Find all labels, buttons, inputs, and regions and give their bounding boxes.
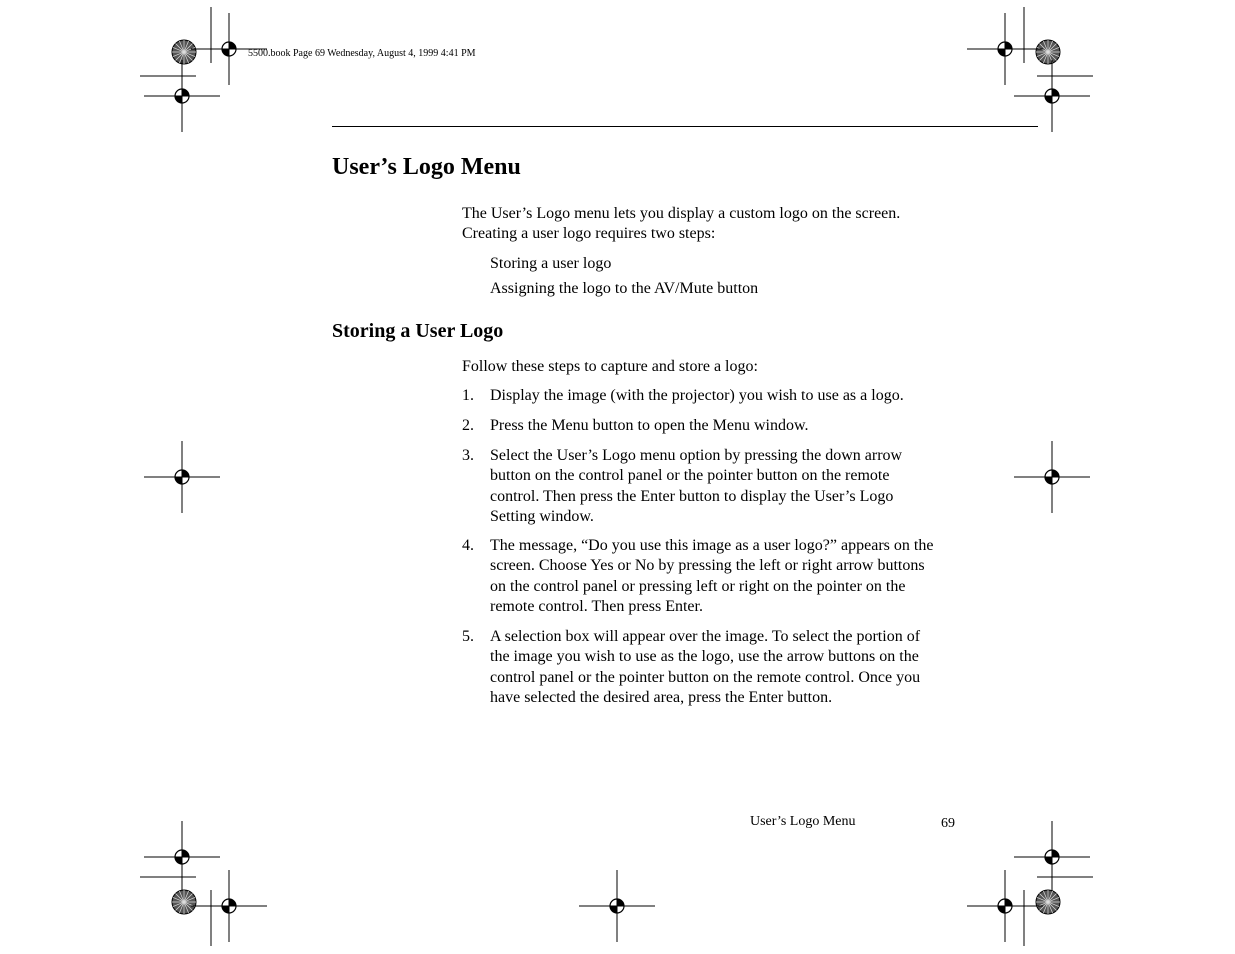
page-title: User’s Logo Menu [332, 154, 521, 180]
print-info-header: 5500.book Page 69 Wednesday, August 4, 1999 4:41 PM [248, 48, 476, 59]
step-text: Press the Menu button to open the Menu window. [490, 417, 809, 434]
crosshair-mark [967, 870, 1043, 942]
crosshair-mark [1014, 60, 1090, 132]
crosshair-mark [144, 60, 220, 132]
bullet-item: Storing a user logo [490, 255, 612, 272]
crosshair-mark [1014, 821, 1090, 893]
step-text: The message, “Do you use this image as a user logo?” appears on the screen. Choose Yes or No by pressing the left or right arrow buttons on the control panel or pressing left or right on the pointer on the remote control. Then press Enter. [490, 537, 934, 615]
crosshair-mark [191, 870, 267, 942]
step-text: A selection box will appear over the image. To select the portion of the image you wish to use as the logo, use the arrow buttons on the control panel or the pointer button on the remote control. Once you have selected the desired area, press the Enter button. [490, 628, 921, 706]
footer-section-name: User’s Logo Menu [750, 814, 856, 829]
step-text: Select the User’s Logo menu option by pressing the down arrow button on the control panel or the pointer button on the remote control. Then press the Enter button to display the User’s Logo Setting window. [490, 447, 903, 525]
crosshair-mark [144, 821, 220, 893]
crosshair-mark [1014, 441, 1090, 513]
header-rule [332, 126, 1038, 127]
step-number: 3. [462, 447, 474, 464]
starburst-mark [172, 40, 196, 64]
crosshair-mark [579, 870, 655, 942]
bullet-item: Assigning the logo to the AV/Mute button [490, 280, 759, 297]
crosshair-mark [144, 441, 220, 513]
step-number: 1. [462, 387, 474, 404]
intro-paragraph [462, 204, 942, 245]
section-intro: Follow these steps to capture and store a logo: [462, 358, 758, 375]
starburst-mark [1036, 40, 1060, 64]
section-title: Storing a User Logo [332, 320, 504, 342]
intro-line: Creating a user logo requires two steps: [462, 225, 716, 243]
step-number: 2. [462, 417, 474, 434]
step-number: 5. [462, 628, 474, 645]
step-text: Display the image (with the projector) you wish to use as a logo. [490, 387, 904, 404]
starburst-mark [1036, 890, 1060, 914]
step-number: 4. [462, 537, 474, 554]
starburst-mark [172, 890, 196, 914]
crosshair-mark [967, 13, 1043, 85]
footer-page-number: 69 [941, 816, 955, 831]
intro-line: The User’s Logo menu lets you display a custom logo on the screen. [462, 205, 901, 222]
